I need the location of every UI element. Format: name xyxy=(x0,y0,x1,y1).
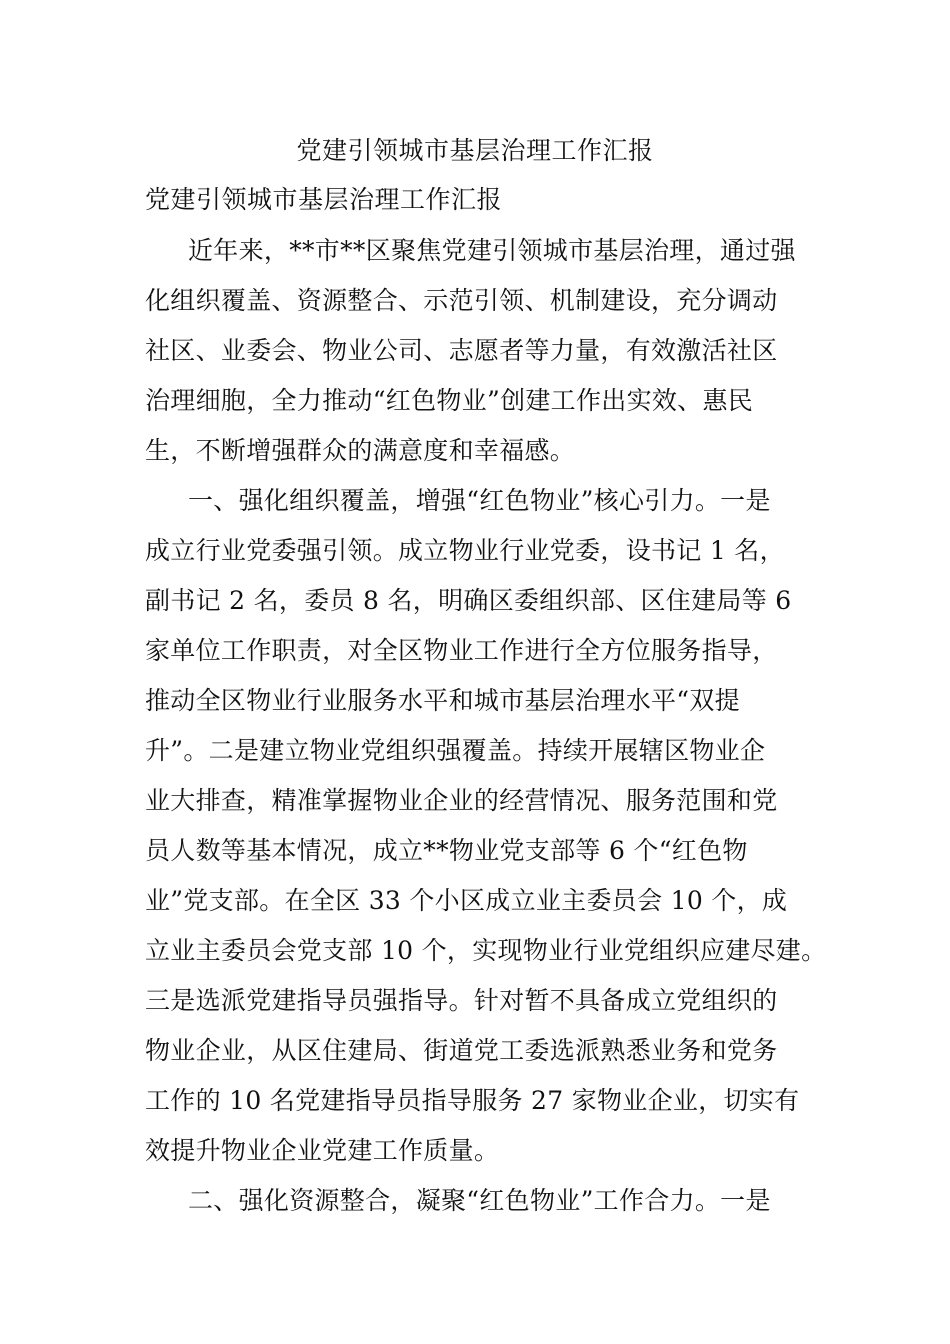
body-line: 推动全区物业行业服务水平和城市基层治理水平“双提 xyxy=(145,686,740,715)
body-line: 一、强化组织覆盖，增强“红色物业”核心引力。一是 xyxy=(188,486,771,515)
body-line: 成立行业党委强引领。成立物业行业党委，设书记 1 名， xyxy=(145,536,785,565)
body-line: 立业主委员会党支部 10 个，实现物业行业党组织应建尽建。 xyxy=(145,936,827,965)
body-line: 物业企业，从区住建局、街道党工委选派熟悉业务和党务 xyxy=(145,1036,778,1065)
body-line: 业”党支部。在全区 33 个小区成立业主委员会 10 个，成 xyxy=(145,886,788,915)
body-line: 家单位工作职责，对全区物业工作进行全方位服务指导， xyxy=(145,636,778,665)
body-line: 工作的 10 名党建指导员指导服务 27 家物业企业，切实有 xyxy=(145,1086,800,1115)
document-subtitle: 党建引领城市基层治理工作汇报 xyxy=(145,185,503,214)
body-line: 业大排查，精准掌握物业企业的经营情况、服务范围和党 xyxy=(145,786,778,815)
body-line: 治理细胞，全力推动“红色物业”创建工作出实效、惠民 xyxy=(145,386,754,415)
body-line: 三是选派党建指导员强指导。针对暂不具备成立党组织的 xyxy=(145,986,778,1015)
body-line: 副书记 2 名，委员 8 名，明确区委组织部、区住建局等 6 xyxy=(145,586,792,615)
body-line: 近年来，**市**区聚焦党建引领城市基层治理，通过强 xyxy=(188,236,796,265)
body-line: 升”。二是建立物业党组织强覆盖。持续开展辖区物业企 xyxy=(145,736,766,765)
body-line: 员人数等基本情况，成立**物业党支部等 6 个“红色物 xyxy=(145,836,748,865)
body-line: 化组织覆盖、资源整合、示范引领、机制建设，充分调动 xyxy=(145,286,778,315)
document-title: 党建引领城市基层治理工作汇报 xyxy=(296,136,654,165)
body-line: 生，不断增强群众的满意度和幸福感。 xyxy=(145,436,576,465)
body-line: 社区、业委会、物业公司、志愿者等力量，有效激活社区 xyxy=(145,336,778,365)
body-line: 二、强化资源整合，凝聚“红色物业”工作合力。一是 xyxy=(188,1186,771,1215)
body-line: 效提升物业企业党建工作质量。 xyxy=(145,1136,500,1165)
